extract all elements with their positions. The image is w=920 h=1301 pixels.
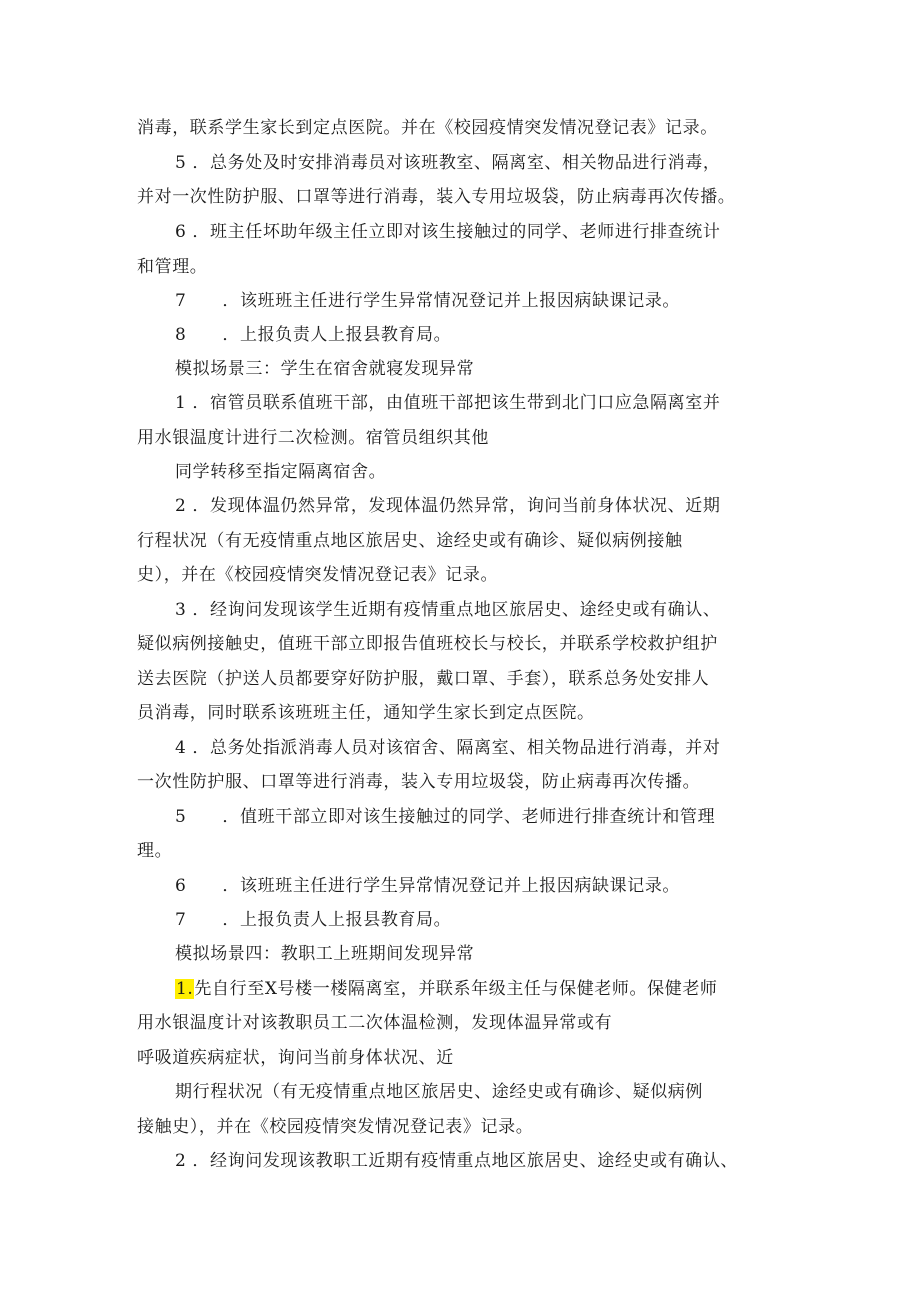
text-line: 接触史），并在《校园疫情突发情况登记表》记录。 [137,1117,534,1137]
text-line: 2 ．发现体温仍然异常，发现体温仍然异常，询问当前身体状况、近期 [175,496,721,516]
text-line: 送去医院（护送人员都要穿好防护服，戴口罩、手套），联系总务处安排人 [137,669,710,689]
text-line: 4 ．总务处指派消毒人员对该宿舍、隔离室、相关物品进行消毒，并对 [175,738,721,758]
text-line: 一次性防护服、口罩等进行消毒，装入专用垃圾袋，防止病毒再次传播。 [137,772,701,792]
text-line: 员消毒，同时联系该班班主任，通知学生家长到定点医院。 [137,703,595,723]
list-number: 8 [175,325,187,345]
list-number: 6 [175,876,187,896]
text-line: 用水银温度计进行二次检测。宿管员组织其他 [137,428,489,448]
text-line: 史），并在《校园疫情突发情况登记表》记录。 [137,565,499,585]
text-line: 用水银温度计对该教职员工二次体温检测，发现体温异常或有 [137,1013,613,1033]
text-line: 2 ．经询问发现该教职工近期有疫情重点地区旅居史、途经史或有确认、 [175,1151,739,1171]
list-item [175,908,451,932]
section-heading: 模拟场景三：学生在宿舍就寝发现异常 [175,359,475,379]
text-line: 1 ．宿管员联系值班干部，由值班干部把该生带到北门口应急隔离室并 [175,393,721,413]
highlighted-number: 1. [176,979,194,999]
text-line: 疑似病例接触史，值班干部立即报告值班校长与校长，并联系学校救护组护 [137,634,718,654]
text-line: 并对一次性防护服、口罩等进行消毒，装入专用垃圾袋，防止病毒再次传播。 [137,187,736,207]
text-line: 消毒，联系学生家长到定点医院。并在《校园疫情突发情况登记表》记录。 [137,118,718,138]
text-line: 6 ．班主任坏助年级主任立即对该生接触过的同学、老师进行排查统计 [175,222,721,242]
list-number: 7 [175,291,187,311]
section-heading: 模拟场景四：教职工上班期间发现异常 [175,944,475,964]
list-text: ．该班班主任进行学生异常情况登记并上报因病缺课记录。 [222,876,681,896]
list-text: ．上报负责人上报县教育局。 [222,325,452,345]
text-line: 同学转移至指定隔离宿舍。 [175,462,387,482]
list-item [175,805,715,829]
list-item [175,977,718,1001]
text-line: 行程状况（有无疫情重点地区旅居史、途经史或有确诊、疑似病例接触 [137,531,683,551]
list-number: 5 [175,807,187,827]
text-line: 3 ．经询问发现该学生近期有疫情重点地区旅居史、途经史或有确认、 [175,600,721,620]
text-line: 期行程状况（有无疫情重点地区旅居史、途经史或有确诊、疑似病例 [175,1082,703,1102]
text-line: 和管理。 [137,257,208,277]
list-item [175,874,680,898]
text-line: 理。 [137,841,173,861]
list-text: ．该班班主任进行学生异常情况登记并上报因病缺课记录。 [222,291,681,311]
list-number: 7 [175,910,187,930]
list-text: 先自行至X号楼一楼隔离室，并联系年级主任与保健老师。保健老师 [194,979,718,999]
list-text: ．值班干部立即对该生接触过的同学、老师进行排查统计和管理 [222,807,716,827]
list-item [175,323,451,347]
text-line: 呼吸道疾病症状，询问当前身体状况、近 [137,1048,454,1068]
list-item [175,289,680,313]
list-text: ．上报负责人上报县教育局。 [222,910,452,930]
text-line: 5 ．总务处及时安排消毒员对该班教室、隔离室、相关物品进行消毒， [175,153,721,173]
